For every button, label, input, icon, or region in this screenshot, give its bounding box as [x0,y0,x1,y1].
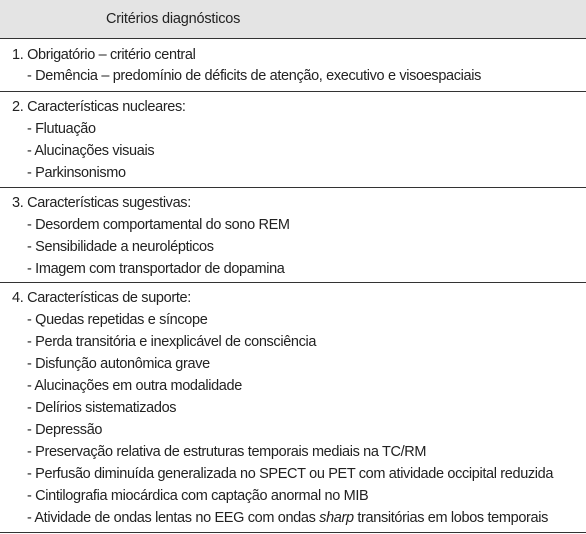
section-2-heading: 2. Características nucleares: [12,99,186,115]
section-3 [0,188,586,283]
section-4-item-6: - Depressão [27,422,103,438]
section-4-item-9: - Cintilografia miocárdica com captação anormal no MIB [27,488,369,504]
section-2 [0,92,586,188]
section-3-heading: 3. Características sugestivas: [12,195,191,211]
section-4-item-10-italic: sharp [319,510,354,526]
section-4-item-2: - Perda transitória e inexplicável de consciência [27,334,317,350]
section-3-item-1: - Desordem comportamental do sono REM [27,217,290,233]
section-1 [0,39,586,92]
section-4-item-5: - Delírios sistematizados [27,400,177,416]
section-1-heading: 1. Obrigatório – critério central [12,47,196,63]
section-3-item-3: - Imagem com transportador de dopamina [27,261,285,277]
section-4-item-3: - Disfunção autonômica grave [27,356,210,372]
section-2-item-1: - Flutuação [27,121,96,137]
section-4 [0,283,586,533]
section-4-heading: 4. Características de suporte: [12,290,191,306]
table-header [0,0,586,39]
section-3-item-2: - Sensibilidade a neurolépticos [27,239,214,255]
section-4-item-10-before: - Atividade de ondas lentas no EEG com ondas [27,510,320,526]
section-4-item-7: - Preservação relativa de estruturas temporais mediais na TC/RM [27,444,427,460]
section-4-item-10 [27,508,548,528]
section-4-item-4: - Alucinações em outra modalidade [27,378,242,394]
section-2-item-2: - Alucinações visuais [27,143,155,159]
section-1-item-1: - Demência – predomínio de déficits de atenção, executivo e visoespaciais [27,68,482,84]
section-4-item-10-after: transitórias em lobos temporais [353,510,549,526]
section-2-item-3: - Parkinsonismo [27,165,126,181]
section-4-item-1: - Quedas repetidas e síncope [27,312,208,328]
table-header-title: Critérios diagnósticos [106,11,241,27]
section-4-item-8: - Perfusão diminuída generalizada no SPECT ou PET com atividade occipital reduzida [27,466,554,482]
